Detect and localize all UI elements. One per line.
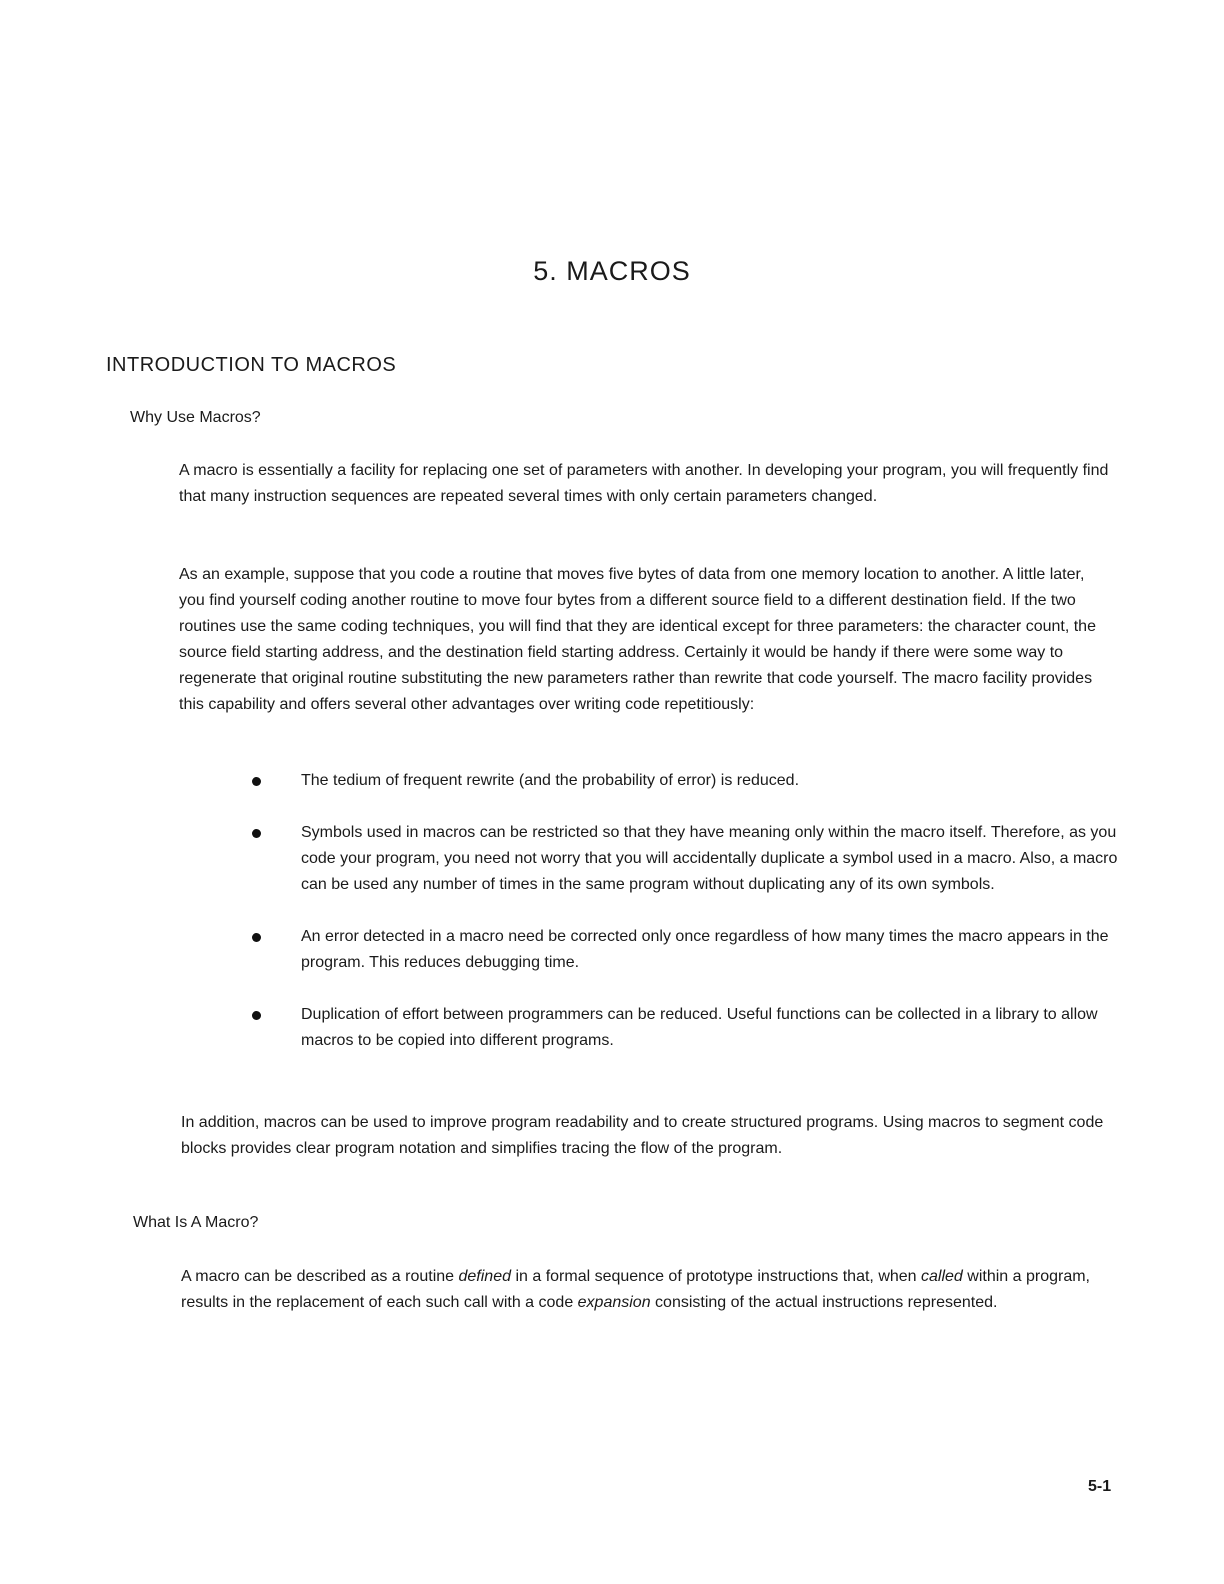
definition-term-defined: defined xyxy=(458,1268,511,1285)
page-title: 5. MACROS xyxy=(533,256,691,286)
definition-term-expansion: expansion xyxy=(577,1294,651,1311)
list-item-text: Duplication of effort between programmers can be reduced. Useful functions can be collected in a library to allow macros to be copied into different programs. xyxy=(301,1006,1098,1049)
definition-text-2: in a formal sequence of prototype instructions that, when xyxy=(511,1268,922,1285)
list-item-text: The tedium of frequent rewrite (and the probability of error) is reduced. xyxy=(301,772,800,789)
paragraph-definition xyxy=(181,1264,1116,1316)
list-item xyxy=(250,768,1120,794)
paragraph-example: As an example, suppose that you code a routine that moves five bytes of data from one memory location to another. A little later, you find yourself coding another routine to move four bytes from a different source field to a different destination field. If the two routines use the same coding techniques, you will find that they are identical except for three parameters: the character count, the source field starting address, and the destination field starting address. Certainly it would be handy if there were some way to regenerate that original routine substituting the new parameters rather than rewrite that code yourself. The macro facility provides this capability and offers several other advantages over writing code repetitiously: xyxy=(179,566,1096,713)
bullet-icon xyxy=(252,1011,261,1020)
bullet-icon xyxy=(252,829,261,838)
list-item xyxy=(250,1002,1120,1054)
page-number: 5-1 xyxy=(1088,1478,1112,1495)
definition-term-called: called xyxy=(921,1268,963,1285)
subsection-heading-what: What Is A Macro? xyxy=(133,1214,259,1231)
paragraph-closing: In addition, macros can be used to improve program readability and to create structured programs. Using macros to segment code blocks provides clear program notation and simplifies tracing the flow of the program. xyxy=(181,1114,1104,1157)
paragraph-intro: A macro is essentially a facility for replacing one set of parameters with another. In developing your program, you will frequently find that many instruction sequences are repeated several times with only certain parameters changed. xyxy=(179,462,1109,505)
definition-text-4: consisting of the actual instructions represented. xyxy=(650,1294,998,1311)
list-item xyxy=(250,820,1120,898)
list-item xyxy=(250,924,1120,976)
definition-text-1: A macro can be described as a routine xyxy=(181,1268,459,1285)
subsection-heading-why: Why Use Macros? xyxy=(130,409,261,426)
definition-text-3: within a program, results in the replacement of each such call with a code xyxy=(181,1268,1090,1311)
section-heading: INTRODUCTION TO MACROS xyxy=(106,354,397,376)
list-item-text: Symbols used in macros can be restricted so that they have meaning only within the macro itself. Therefore, as you code your program, you need not worry that you will accidentally duplicate a symbol used in a macro. Also, a macro can be used any number of times in the same program without duplicating any of its own symbols. xyxy=(301,824,1118,893)
list-item-text: An error detected in a macro need be corrected only once regardless of how many times the macro appears in the program. This reduces debugging time. xyxy=(301,928,1109,971)
bullet-icon xyxy=(252,777,261,786)
bullet-icon xyxy=(252,933,261,942)
advantages-list xyxy=(250,768,1120,1080)
